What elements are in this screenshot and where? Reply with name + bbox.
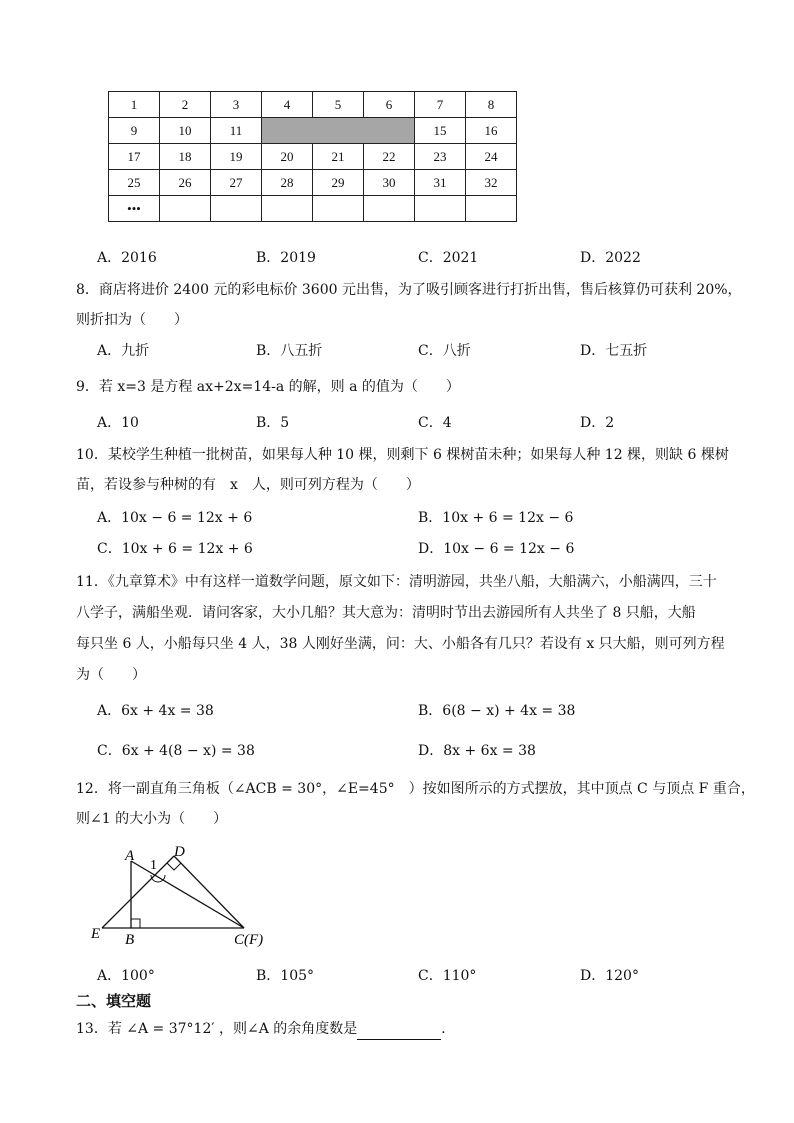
grid-cell: 15: [415, 118, 466, 144]
label-e: E: [91, 926, 101, 942]
grid-cell: [415, 196, 466, 222]
q12-option-b[interactable]: B．105°: [256, 968, 315, 984]
grid-cell: [262, 196, 313, 222]
q13-prefix: 13．若 ∠A = 37°12′ ，则∠A 的余角度数是: [76, 1021, 358, 1037]
q8-stem-line1: 8．商店将进价 2400 元的彩电标价 3600 元出售，为了吸引顾客进行打折出售，售后核算仍可获利 20%，: [76, 282, 742, 298]
right-angle-mark-b: [131, 919, 140, 928]
q13-answer-blank[interactable]: [357, 1023, 441, 1040]
q9-option-c[interactable]: C．4: [418, 415, 452, 431]
grid-cell: 19: [211, 144, 262, 170]
q12-option-a[interactable]: A．100°: [97, 968, 155, 984]
q9-option-a[interactable]: A．10: [97, 415, 139, 431]
q9-option-d[interactable]: D．2: [580, 415, 615, 431]
q10-option-c[interactable]: C．10x + 6 = 12x + 6: [97, 541, 253, 557]
grid-row: [109, 170, 517, 196]
grid-cell: 1: [109, 92, 160, 118]
grid-cell: •••: [109, 196, 160, 222]
q11-option-b[interactable]: B．6(8 − x) + 4x = 38: [418, 703, 576, 719]
grid-cell: [466, 196, 517, 222]
q13-suffix: ．: [441, 1021, 456, 1037]
grid-cell: 16: [466, 118, 517, 144]
grid-cell: 2: [160, 92, 211, 118]
grid-cell: 7: [415, 92, 466, 118]
grid-cell: [160, 196, 211, 222]
grid-cell: 30: [364, 170, 415, 196]
grid-row: [109, 118, 517, 144]
q7-option-d[interactable]: D．2022: [580, 250, 641, 266]
q12-option-d[interactable]: D．120°: [580, 968, 639, 984]
grid-row: [109, 144, 517, 170]
grid-row: [109, 92, 517, 118]
grid-cell: 6: [364, 92, 415, 118]
label-d: D: [174, 844, 185, 860]
q11-stem-line1: 11．《九章算术》中有这样一道数学问题，原文如下：清明游园，共坐八船，大船满六，小船满四，三十: [76, 574, 717, 590]
grid-cell: 25: [109, 170, 160, 196]
q10-option-b[interactable]: B．10x + 6 = 12x − 6: [418, 510, 574, 526]
q8-option-d[interactable]: D．七五折: [580, 343, 648, 359]
label-b: B: [125, 932, 135, 948]
number-grid-table: [108, 91, 517, 222]
grid-row: [109, 196, 517, 222]
q8-stem-line2: 则折扣为（ ）: [76, 312, 188, 328]
segment-ac: [131, 861, 244, 928]
grid-cell: 28: [262, 170, 313, 196]
q8-option-a[interactable]: A．九折: [97, 343, 150, 359]
q13-stem: [76, 1018, 455, 1040]
grid-cell: 27: [211, 170, 262, 196]
q7-option-b[interactable]: B．2019: [256, 250, 316, 266]
grid-cell: 4: [262, 92, 313, 118]
q10-stem-line2: 苗，若设参与种树的有 x 人，则可列方程为（ ）: [76, 477, 420, 493]
label-angle-1: 1: [150, 858, 157, 873]
grid-cell: 26: [160, 170, 211, 196]
q8-option-c[interactable]: C．八折: [418, 343, 471, 359]
q10-option-d[interactable]: D．10x − 6 = 12x − 6: [418, 541, 575, 557]
section-heading-fill-in: 二、填空题: [76, 992, 152, 1010]
q11-option-a[interactable]: A．6x + 4x = 38: [97, 703, 214, 719]
grid-cell: 17: [109, 144, 160, 170]
grid-cell: 32: [466, 170, 517, 196]
grid-cell: 31: [415, 170, 466, 196]
grid-cell: 10: [160, 118, 211, 144]
q11-option-c[interactable]: C．6x + 4(8 − x) = 38: [97, 743, 255, 759]
q9-option-b[interactable]: B．5: [256, 415, 290, 431]
segment-ed: [102, 856, 174, 928]
grid-cell: 8: [466, 92, 517, 118]
q12-stem-line1: 12．将一副直角三角板（∠ACB = 30°，∠E=45° ）按如图所示的方式摆放，其中顶点 C 与顶点 F 重合，: [76, 781, 755, 797]
q11-stem-line3: 每只坐 6 人，小船每只坐 4 人，38 人刚好坐满，问：大、小船各有几只？若设有 x 只大船，则可列方程: [76, 636, 725, 652]
q10-stem-line1: 10．某校学生种植一批树苗，如果每人种 10 棵，则剩下 6 棵树苗未种；如果每人种 12 棵，则缺 6 棵树: [76, 447, 729, 463]
grid-cell: 11: [211, 118, 262, 144]
grid-cell: 5: [313, 92, 364, 118]
grid-cell: [313, 196, 364, 222]
grid-cell: 29: [313, 170, 364, 196]
q11-option-d[interactable]: D．8x + 6x = 38: [418, 743, 536, 759]
label-cf: C(F): [234, 932, 264, 948]
q12-triangle-figure: [88, 840, 278, 952]
grid-cell: 21: [313, 144, 364, 170]
grid-cell: 9: [109, 118, 160, 144]
q9-stem: 9．若 x=3 是方程 ax+2x=14-a 的解，则 a 的值为（ ）: [76, 379, 460, 395]
q11-stem-line2: 八学子，满船坐观．请问客家，大小几船？其大意为：清明时节出去游园所有人共坐了 8 只船，大船: [76, 605, 696, 621]
grid-cell: [364, 196, 415, 222]
q11-stem-line4: 为（ ）: [76, 667, 146, 683]
label-a: A: [125, 848, 135, 864]
right-angle-mark-d: [167, 863, 181, 870]
grid-cell: 20: [262, 144, 313, 170]
grid-cell: 3: [211, 92, 262, 118]
grid-cell: [211, 196, 262, 222]
q12-option-c[interactable]: C．110°: [418, 968, 477, 984]
q10-option-a[interactable]: A．10x − 6 = 12x + 6: [97, 510, 253, 526]
grid-shaded-cell: [262, 118, 415, 144]
grid-cell: 22: [364, 144, 415, 170]
q7-option-c[interactable]: C．2021: [418, 250, 479, 266]
grid-cell: 24: [466, 144, 517, 170]
grid-cell: 18: [160, 144, 211, 170]
q12-stem-line2: 则∠1 的大小为（ ）: [76, 811, 228, 827]
q7-option-a[interactable]: A．2016: [97, 250, 157, 266]
q8-option-b[interactable]: B．八五折: [256, 343, 323, 359]
grid-cell: 23: [415, 144, 466, 170]
